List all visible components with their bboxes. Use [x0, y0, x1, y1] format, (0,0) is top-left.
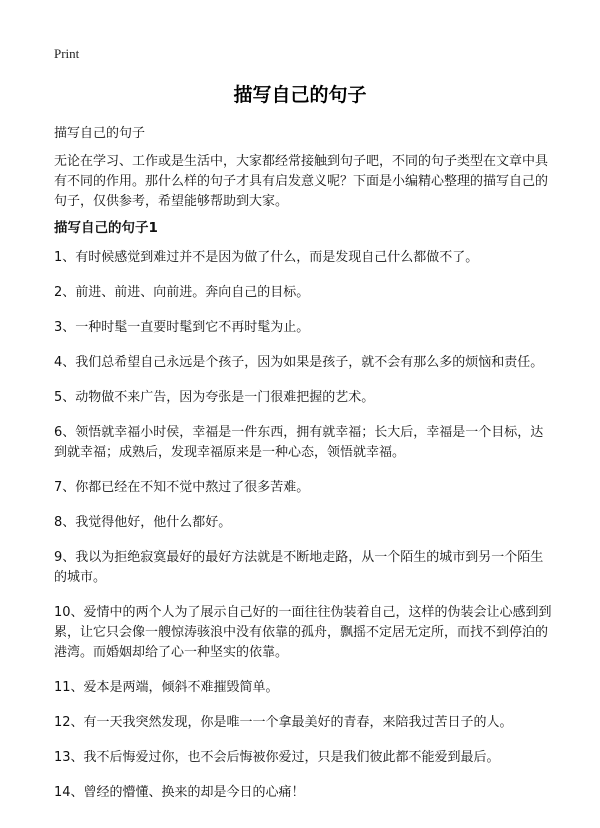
list-item: 14、曾经的懵懂、换来的却是今日的心痛！: [54, 785, 305, 800]
document-subtitle: 描写自己的句子: [54, 126, 146, 141]
list-item: 4、我们总希望自己永远是个孩子，因为如果是孩子，就不会有那么多的烦恼和责任。: [54, 355, 544, 370]
list-item: 1、有时候感觉到难过并不是因为做了什么，而是发现自己什么都做不了。: [54, 250, 479, 265]
section-heading: 描写自己的句子1: [54, 220, 158, 236]
list-item: 7、你都已经在不知不觉中熬过了很多苦难。: [54, 480, 310, 495]
list-item: 9、我以为拒绝寂寞最好的最好方法就是不断地走路，从一个陌生的城市到另一个陌生的城市。: [54, 550, 544, 585]
list-item: 3、一种时髦一直要时髦到它不再时髦为止。: [54, 320, 310, 335]
print-link[interactable]: Print: [54, 46, 80, 61]
list-item: 6、领悟就幸福小时侯，幸福是一件东西，拥有就幸福；长大后，幸福是一个目标，达到就幸福；成熟后，发现幸福原来是一种心态，领悟就幸福。: [54, 425, 544, 460]
list-item: 5、动物做不来广告，因为夸张是一门很难把握的艺术。: [54, 390, 375, 405]
list-item: 10、爱情中的两个人为了展示自己好的一面往往伪装着自己，这样的伪装会让心感到到累，让它只会像一艘惊涛骇浪中没有依靠的孤舟，飘摇不定居无定所，而找不到停泊的港湾。而婚姻却给了心一种坚实的依靠。: [54, 605, 552, 660]
intro-paragraph: 无论在学习、工作或是生活中，大家都经常接触到句子吧，不同的句子类型在文章中具有不同的作用。那什么样的句子才具有启发意义呢？下面是小编精心整理的描写自己的句子，仅供参考，希望能够帮助到大家。: [54, 154, 549, 209]
list-item: 12、有一天我突然发现，你是唯一一个拿最美好的青春，来陪我过苦日子的人。: [54, 715, 513, 730]
page-title: 描写自己的句子: [233, 84, 367, 106]
list-item: 13、我不后悔爱过你，也不会后悔被你爱过，只是我们彼此都不能爱到最后。: [54, 750, 500, 765]
list-item: 11、爱本是两端，倾斜不难摧毁简单。: [54, 680, 279, 695]
sentence-list: [54, 248, 554, 818]
list-item: 8、我觉得他好，他什么都好。: [54, 515, 232, 530]
list-item: 2、前进、前进、向前进。奔向自己的目标。: [54, 285, 310, 300]
